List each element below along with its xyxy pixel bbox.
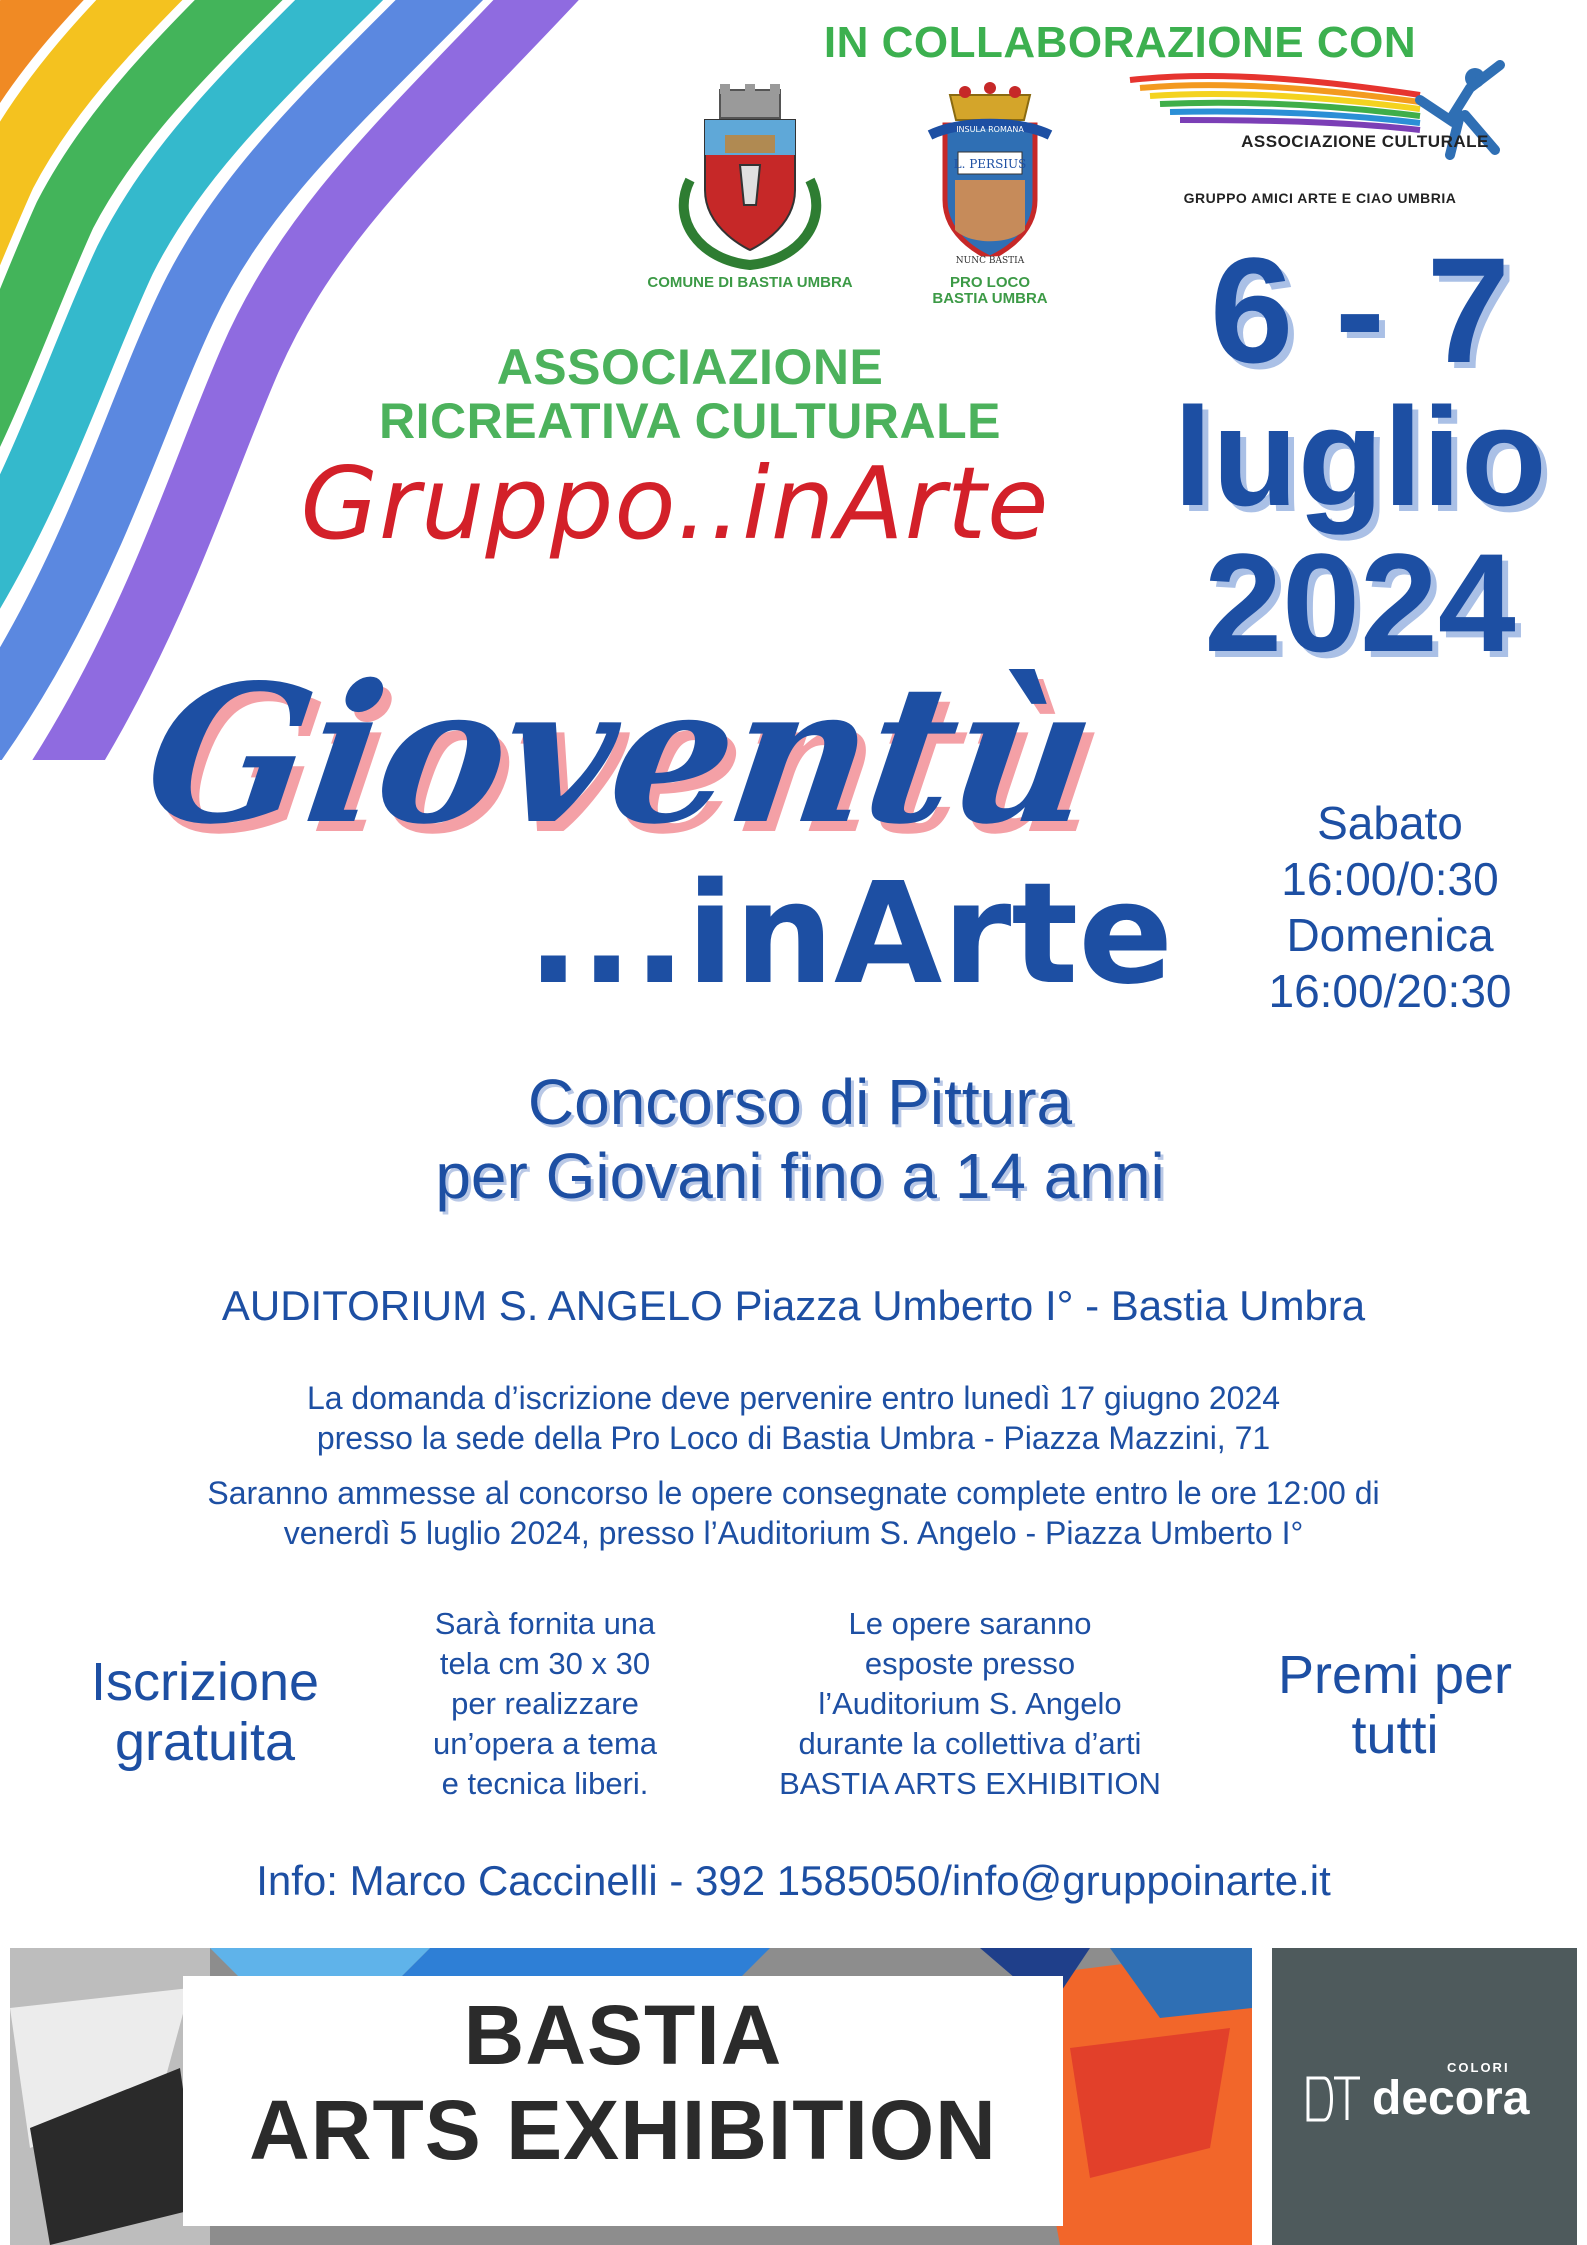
feature-line: e tecnica liberi. — [441, 1766, 649, 1801]
feature-line: esposte presso — [864, 1646, 1076, 1681]
event-days: 6 - 7 — [1209, 226, 1511, 394]
comune-coat-of-arms-icon — [660, 80, 840, 270]
contact-info: Info: Marco Caccinelli - 392 1585050/info@gruppoinarte.it — [256, 1857, 1331, 1904]
proloco-caption-2: BASTIA UMBRA — [932, 290, 1048, 307]
feature-line: Premi per — [1277, 1645, 1513, 1705]
schedule-day1: Sabato — [1317, 797, 1463, 849]
svg-text:INSULA ROMANA: INSULA ROMANA — [956, 125, 1024, 134]
schedule-day2: Domenica — [1286, 909, 1494, 961]
feature-line: Le opere saranno — [848, 1606, 1092, 1641]
organizer-line1: ASSOCIAZIONE — [496, 339, 884, 395]
contest-line2: per Giovani fino a 14 anni — [435, 1140, 1165, 1212]
partner-name-line1: ASSOCIAZIONE CULTURALE — [1241, 132, 1489, 151]
feature-line: un’opera a tema — [432, 1726, 658, 1761]
delivery-line2: venerdì 5 luglio 2024, presso l’Auditorium S. Angelo - Piazza Umberto I° — [283, 1515, 1304, 1551]
contest-description — [250, 1065, 1350, 1213]
registration-line2: presso la sede della Pro Loco di Bastia Umbra - Piazza Mazzini, 71 — [316, 1420, 1271, 1456]
feature-free-registration — [40, 1652, 370, 1772]
schedule-time1: 16:00/0:30 — [1281, 853, 1499, 905]
svg-text:NUNC BASTIA: NUNC BASTIA — [955, 256, 1025, 266]
schedule-time2: 16:00/20:30 — [1268, 965, 1512, 1017]
feature-line: Sarà fornita una — [434, 1606, 656, 1641]
event-title: Gioventù — [134, 643, 1106, 866]
feature-canvas-provided — [375, 1604, 715, 1804]
sponsor-name: decora — [1372, 2072, 1530, 2125]
svg-text:L. PERSIUS: L. PERSIUS — [953, 157, 1027, 171]
feature-line: per realizzare — [451, 1686, 639, 1721]
bastia-arts-banner — [10, 1948, 1252, 2245]
event-subtitle: ...inArte — [526, 853, 1174, 1016]
registration-notice — [40, 1378, 1547, 1458]
event-year: 2024 — [1204, 524, 1516, 681]
feature-line: BASTIA ARTS EXHIBITION — [779, 1766, 1161, 1801]
sponsor-small-text: COLORI — [1447, 2060, 1510, 2075]
proloco-caption-1: PRO LOCO — [949, 274, 1030, 291]
feature-prizes — [1230, 1645, 1560, 1765]
comune-caption: COMUNE DI BASTIA UMBRA — [647, 274, 853, 291]
banner-line1: BASTIA — [463, 1988, 783, 2082]
organizer-line2: RICREATIVA CULTURALE — [379, 393, 1001, 449]
decora-mark-icon — [1304, 2074, 1364, 2124]
feature-line: Iscrizione — [90, 1652, 320, 1712]
delivery-notice — [40, 1473, 1547, 1553]
event-month: luglio — [1173, 378, 1547, 535]
feature-line: tutti — [1351, 1705, 1439, 1765]
schedule — [1230, 795, 1550, 1019]
venue: AUDITORIUM S. ANGELO Piazza Umberto I° - Bastia Umbra — [221, 1282, 1366, 1329]
banner-title-box — [183, 1976, 1063, 2226]
delivery-line1: Saranno ammesse al concorso le opere consegnate complete entro le ore 12:00 di — [207, 1475, 1380, 1511]
banner-line2: ARTS EXHIBITION — [249, 2083, 997, 2177]
organizer-name: Gruppo..inArte — [300, 445, 1050, 562]
organizer-type — [300, 340, 1080, 448]
comune-crest — [615, 80, 885, 291]
contest-line1: Concorso di Pittura — [527, 1066, 1073, 1138]
proloco-coat-of-arms-icon — [920, 80, 1060, 270]
registration-line1: La domanda d’iscrizione deve pervenire entro lunedì 17 giugno 2024 — [306, 1380, 1281, 1416]
feature-exhibition — [740, 1604, 1200, 1804]
feature-line: durante la collettiva d’arti — [798, 1726, 1142, 1761]
proloco-crest — [890, 80, 1090, 307]
feature-line: l’Auditorium S. Angelo — [818, 1686, 1122, 1721]
event-date — [1150, 226, 1570, 681]
feature-line: gratuita — [114, 1712, 296, 1772]
collaboration-heading: IN COLLABORAZIONE CON — [823, 18, 1417, 67]
feature-line: tela cm 30 x 30 — [439, 1646, 651, 1681]
partner-association-logo — [1120, 60, 1520, 210]
partner-name-line2: GRUPPO AMICI ARTE E CIAO UMBRIA — [1183, 190, 1457, 206]
sponsor-decora-logo — [1272, 1948, 1577, 2245]
